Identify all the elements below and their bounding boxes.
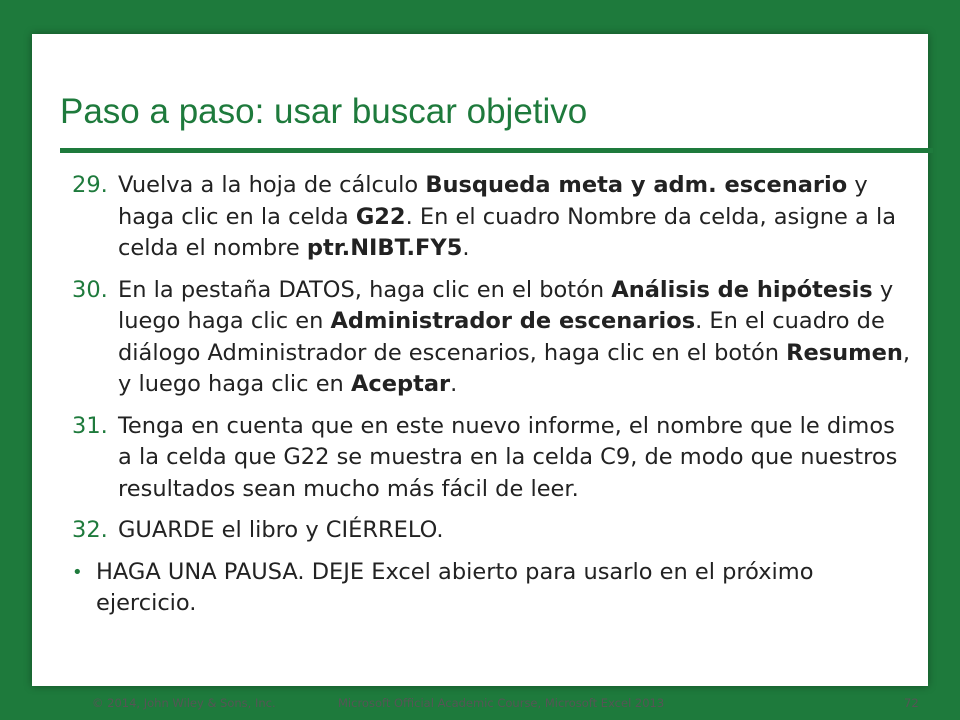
step-text-run: En la pestaña DATOS, haga clic en el botón: [118, 276, 612, 303]
step-number: 29.: [72, 172, 108, 198]
step-text-bold: ptr.NIBT.FY5: [306, 235, 463, 261]
step-number: 32.: [72, 517, 108, 543]
slide: [32, 34, 928, 710]
step-text-run: Tenga en cuenta que en este nuevo informe, el nombre que le dimos a la celda que G22 se muestra en la celda C9, de modo que nuestros resultados sean mucho más fácil de leer.: [118, 412, 898, 502]
step-text-bold: Resumen: [786, 339, 903, 366]
step-text-run: . En el cuadro de diálogo Administrador de escenarios, haga clic en el botón: [118, 308, 885, 366]
step-text: [118, 170, 912, 265]
step-text-run: , y luego haga clic en: [118, 339, 911, 397]
step-text: [118, 411, 912, 506]
footer-course: Microsoft Official Academic Course, Microsoft Excel 2013: [338, 696, 665, 710]
step-text-run: .: [462, 235, 470, 261]
step-text-bold: Administrador de escenarios: [330, 308, 696, 334]
bullet-text: HAGA UNA PAUSA. DEJE Excel abierto para usarlo en el próximo ejercicio.: [96, 558, 814, 616]
step-text-bold: Busqueda meta y adm. escenario: [425, 172, 848, 198]
step-text-run: . En el cuadro Nombre da celda, asigne a la celda el nombre: [118, 203, 897, 261]
title-divider: [60, 148, 933, 153]
step-item: [72, 170, 912, 265]
step-number: 30.: [72, 276, 108, 303]
step-item: [72, 515, 912, 547]
step-number: 31.: [72, 412, 108, 439]
step-text-run: Vuelva a la hoja de cálculo: [118, 172, 426, 198]
page-number: 72: [904, 696, 919, 710]
step-item: [72, 411, 912, 506]
step-text: [118, 275, 912, 401]
step-item: [72, 275, 912, 401]
slide-title: Paso a paso: usar buscar objetivo: [60, 92, 588, 131]
footer-copyright: © 2014, John Wiley & Sons, Inc.: [92, 696, 276, 710]
step-text-bold: Análisis de hipótesis: [611, 276, 873, 303]
step-text-run: GUARDE el libro y CIÉRRELO.: [118, 517, 444, 543]
step-text-run: .: [450, 371, 458, 397]
step-text-bold: Aceptar: [350, 371, 451, 397]
step-text-run: y haga clic en la celda: [118, 172, 868, 230]
slide-content: [72, 170, 912, 630]
step-text-run: y luego haga clic en: [118, 276, 894, 334]
bullet-item: [72, 557, 912, 620]
step-text: [118, 515, 912, 547]
step-text-bold: G22: [355, 203, 406, 230]
bullet-icon: •: [72, 561, 83, 583]
